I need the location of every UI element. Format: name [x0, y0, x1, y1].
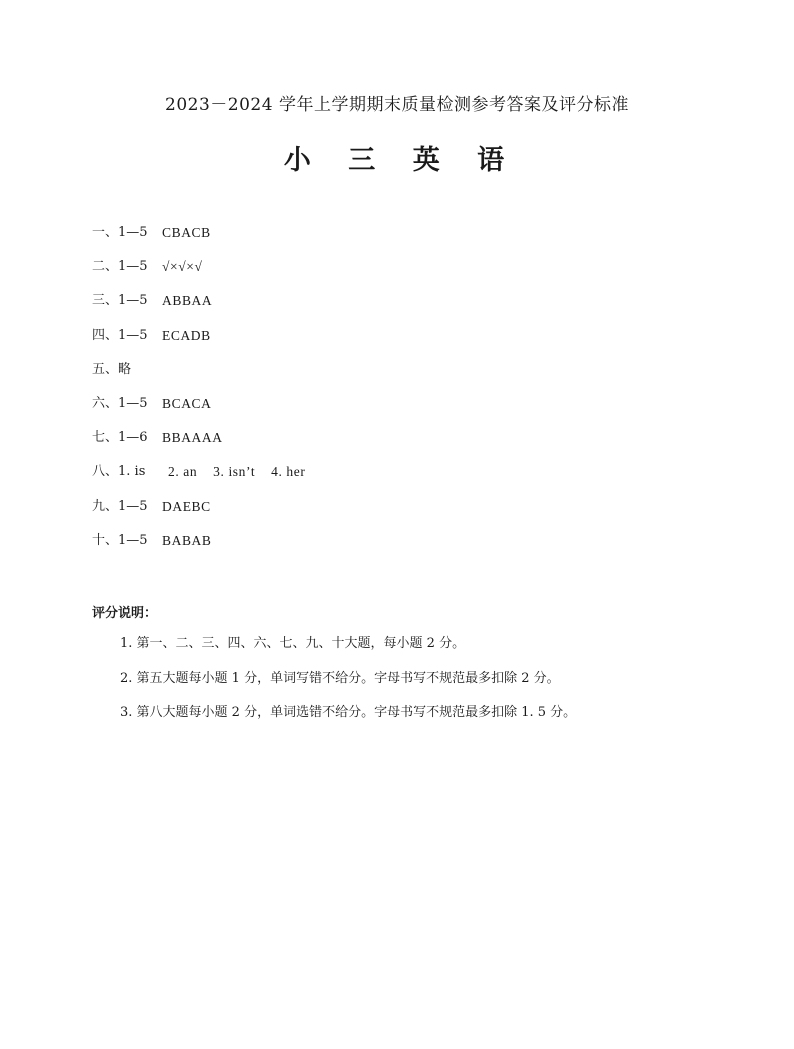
scoring-item-3: 3. 第八大题每小题 2 分，单词选错不给分。字母书写不规范最多扣除 1. 5 分。 [120, 705, 577, 720]
answer-row-2 [92, 258, 305, 292]
answer-value: CBACB [162, 225, 211, 240]
answer-value: ABBAA [162, 293, 213, 309]
document-title: 2023－2024 学年上学期期末质量检测参考答案及评分标准 [165, 95, 629, 115]
answer-label: 二、1—5 [92, 259, 148, 275]
scoring-heading: 评分说明： [92, 606, 158, 621]
scoring-item-2: 2. 第五大题每小题 1 分，单词写错不给分。字母书写不规范最多扣除 2 分。 [120, 670, 560, 686]
scoring-list [92, 635, 576, 739]
answer-label: 八、1. is [92, 464, 146, 480]
scoring-notes [92, 602, 576, 739]
answer-label: 五、略 [92, 361, 132, 377]
answer-label: 三、1—5 [92, 293, 148, 309]
answer-row-1 [92, 224, 305, 258]
answer-label: 七、1—6 [92, 430, 148, 446]
answer-label: 九、1—5 [92, 498, 148, 514]
answer-row-7 [92, 429, 305, 463]
answer-value: BCACA [162, 395, 212, 411]
answer-row-9 [92, 498, 305, 532]
answer-value: BABAB [162, 532, 212, 548]
answer-list [92, 224, 305, 566]
scoring-item-1: 1. 第一、二、三、四、六、七、九、十大题，每小题 2 分。 [120, 636, 466, 651]
answer-value: √×√×√ [162, 259, 203, 275]
answer-label: 四、1—5 [92, 327, 148, 343]
answer-label: 六、1—5 [92, 395, 148, 411]
answer-row-6 [92, 395, 305, 429]
answer-value: BBAAAA [162, 430, 223, 446]
answer-label: 十、1—5 [92, 532, 148, 548]
answer-label: 一、1—5 [92, 225, 148, 240]
answer-value: 2. an 3. isn’t 4. her [168, 464, 306, 480]
answer-value: ECADB [162, 327, 211, 343]
answer-row-8 [92, 463, 305, 497]
subject-title: 小 三 英 语 [283, 145, 519, 176]
answer-row-10 [92, 532, 305, 566]
answer-row-3 [92, 292, 305, 326]
answer-row-4 [92, 327, 305, 361]
answer-value: DAEBC [162, 498, 211, 514]
answer-row-5 [92, 361, 305, 395]
